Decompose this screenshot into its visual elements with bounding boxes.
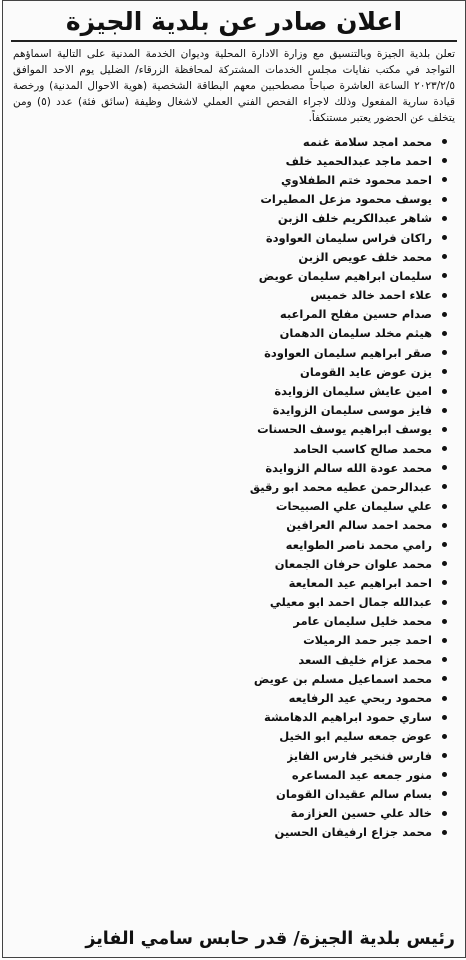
- announcement-title: اعلان صادر عن بلدية الجيزة: [65, 7, 403, 36]
- candidate-row: [15, 324, 447, 343]
- candidate-name: يزن عوض عايد القومان: [300, 364, 432, 379]
- candidate-name: محمد علوان حرفان الجمعان: [274, 556, 432, 571]
- announcement-page: [2, 0, 466, 958]
- bullet-icon: [442, 523, 447, 528]
- bullet-icon: [442, 389, 447, 394]
- candidate-name: هيثم مخلد سليمان الدهمان: [279, 326, 432, 341]
- candidate-name: امين عايش سليمان الزوايدة: [274, 384, 432, 399]
- candidate-name: عبدالرحمن عطيه محمد ابو رقيق: [249, 479, 432, 494]
- candidate-name: علي سليمان علي الصبيحات: [275, 499, 432, 514]
- candidate-name: علاء احمد خالد خميس: [310, 288, 432, 303]
- candidate-row: [15, 784, 447, 803]
- bullet-icon: [442, 504, 447, 509]
- candidate-list: [3, 132, 465, 842]
- candidate-row: [15, 247, 447, 266]
- candidate-row: [15, 228, 447, 247]
- candidate-row: [15, 593, 447, 612]
- candidate-row: [15, 727, 447, 746]
- bullet-icon: [442, 715, 447, 720]
- candidate-name: راكان فراس سليمان العواودة: [265, 230, 432, 245]
- candidate-row: [15, 823, 447, 842]
- bullet-icon: [442, 446, 447, 451]
- bullet-icon: [442, 293, 447, 298]
- bullet-icon: [442, 235, 447, 240]
- signature-line: رئيس بلدية الجيزة/ قدر حابس سامي الفايز: [85, 929, 455, 949]
- candidate-row: [15, 381, 447, 400]
- bullet-icon: [442, 772, 447, 777]
- candidate-row: [15, 170, 447, 189]
- candidate-name: احمد ابراهيم عيد المعايعة: [288, 575, 432, 590]
- bullet-icon: [442, 273, 447, 278]
- candidate-name: محمد جزاع ارفيفان الحسين: [274, 825, 432, 840]
- candidate-name: محمد خلف عويص الزبن: [298, 249, 432, 264]
- bullet-icon: [442, 696, 447, 701]
- candidate-row: [15, 708, 447, 727]
- bullet-icon: [442, 369, 447, 374]
- candidate-name: محمد عزام خليف السعد: [298, 652, 432, 667]
- bullet-icon: [442, 331, 447, 336]
- candidate-row: [15, 631, 447, 650]
- candidate-row: [15, 516, 447, 535]
- bullet-icon: [442, 158, 447, 163]
- bullet-icon: [442, 465, 447, 470]
- candidate-name: محمد اسماعيل مسلم بن عويض: [253, 671, 432, 686]
- candidate-name: فايز موسى سليمان الزوايدة: [272, 403, 432, 418]
- candidate-name: منور جمعه عيد المساعره: [291, 767, 432, 782]
- candidate-row: [15, 688, 447, 707]
- candidate-name: ساري حمود ابراهيم الدهامشة: [264, 710, 432, 725]
- candidate-name: محمد عودة الله سالم الزوايدة: [265, 460, 432, 475]
- candidate-row: [15, 804, 447, 823]
- candidate-name: بسام سالم عقيدان القومان: [276, 786, 432, 801]
- candidate-row: [15, 286, 447, 305]
- bullet-icon: [442, 408, 447, 413]
- bullet-icon: [442, 830, 447, 835]
- candidate-name: عوض جمعه سليم ابو الخيل: [279, 729, 432, 744]
- bullet-icon: [442, 312, 447, 317]
- candidate-name: رامي محمد ناصر الطوايعه: [285, 537, 432, 552]
- bullet-icon: [442, 427, 447, 432]
- candidate-row: [15, 477, 447, 496]
- bullet-icon: [442, 484, 447, 489]
- candidate-row: [15, 765, 447, 784]
- bullet-icon: [442, 657, 447, 662]
- candidate-name: فارس فنخير فارس الفايز: [286, 748, 432, 763]
- candidate-name: محمد امجد سلامة غنمه: [302, 134, 432, 149]
- candidate-row: [15, 458, 447, 477]
- bullet-icon: [442, 216, 447, 221]
- candidate-row: [15, 362, 447, 381]
- title-divider: [11, 40, 457, 42]
- candidate-row: [15, 132, 447, 151]
- candidate-row: [15, 190, 447, 209]
- candidate-name: عبدالله جمال احمد ابو معيلي: [269, 595, 432, 610]
- candidate-name: خالد علي حسين العزازمة: [290, 806, 432, 821]
- candidate-row: [15, 401, 447, 420]
- candidate-name: احمد ماجد عبدالحميد خلف: [285, 153, 432, 168]
- candidate-row: [15, 209, 447, 228]
- candidate-row: [15, 343, 447, 362]
- candidate-row: [15, 554, 447, 573]
- bullet-icon: [442, 350, 447, 355]
- candidate-name: احمد محمود ختم الطفلاوي: [281, 172, 432, 187]
- candidate-row: [15, 573, 447, 592]
- candidate-row: [15, 420, 447, 439]
- candidate-name: محمد خليل سليمان عامر: [293, 614, 432, 629]
- bullet-icon: [442, 197, 447, 202]
- candidate-name: صقر ابراهيم سليمان العواودة: [264, 345, 432, 360]
- bullet-icon: [442, 139, 447, 144]
- candidate-name: يوسف محمود مزعل المطيرات: [260, 192, 432, 207]
- bullet-icon: [442, 600, 447, 605]
- candidate-name: سليمان ابراهيم سليمان عويض: [258, 268, 432, 283]
- bullet-icon: [442, 638, 447, 643]
- candidate-name: محمد احمد سالم العرافين: [286, 518, 432, 533]
- candidate-name: محمد صالح كاسب الحامد: [293, 441, 432, 456]
- candidate-row: [15, 669, 447, 688]
- candidate-name: احمد جبر حمد الرميلات: [303, 633, 432, 648]
- candidate-name: صدام حسين مفلح المراعبه: [279, 307, 432, 322]
- candidate-row: [15, 266, 447, 285]
- candidate-row: [15, 497, 447, 516]
- bullet-icon: [442, 791, 447, 796]
- candidate-row: [15, 612, 447, 631]
- candidate-name: محمود ربحي عيد الرفايعه: [288, 691, 432, 706]
- bullet-icon: [442, 561, 447, 566]
- candidate-row: [15, 535, 447, 554]
- bullet-icon: [442, 676, 447, 681]
- bullet-icon: [442, 753, 447, 758]
- candidate-row: [15, 439, 447, 458]
- candidate-name: شاهر عبدالكريم خلف الزبن: [277, 211, 432, 226]
- candidate-row: [15, 650, 447, 669]
- candidate-name: يوسف ابراهيم يوسف الحسنات: [257, 422, 432, 437]
- bullet-icon: [442, 811, 447, 816]
- candidate-row: [15, 746, 447, 765]
- bullet-icon: [442, 619, 447, 624]
- bullet-icon: [442, 580, 447, 585]
- candidate-row: [15, 151, 447, 170]
- bullet-icon: [442, 177, 447, 182]
- candidate-row: [15, 305, 447, 324]
- bullet-icon: [442, 734, 447, 739]
- announcement-intro: تعلن بلدية الجيزة وبالتنسيق مع وزارة الادارة المحلية وديوان الخدمة المدنية على التالية اسماؤهم التواجد في مكتب نفايات مجلس الخدمات المشتركة لمحافظة الزرقاء/ الضليل يوم الاحد الموافق ٢٠٢٣/٢/٥ الساعة العاشرة صباحاً مصطحبين معهم البطاقة الشخصية (هوية الاحوال المدنية) ورخصة قيادة سارية المفعول وذلك لاجراء الفحص الفني العملي لاشغال وظيفة (سائق فئة) عدد (٥) ومن يتخلف عن الحضور يعتبر مستنكفاً.: [13, 48, 455, 124]
- bullet-icon: [442, 542, 447, 547]
- bullet-icon: [442, 254, 447, 259]
